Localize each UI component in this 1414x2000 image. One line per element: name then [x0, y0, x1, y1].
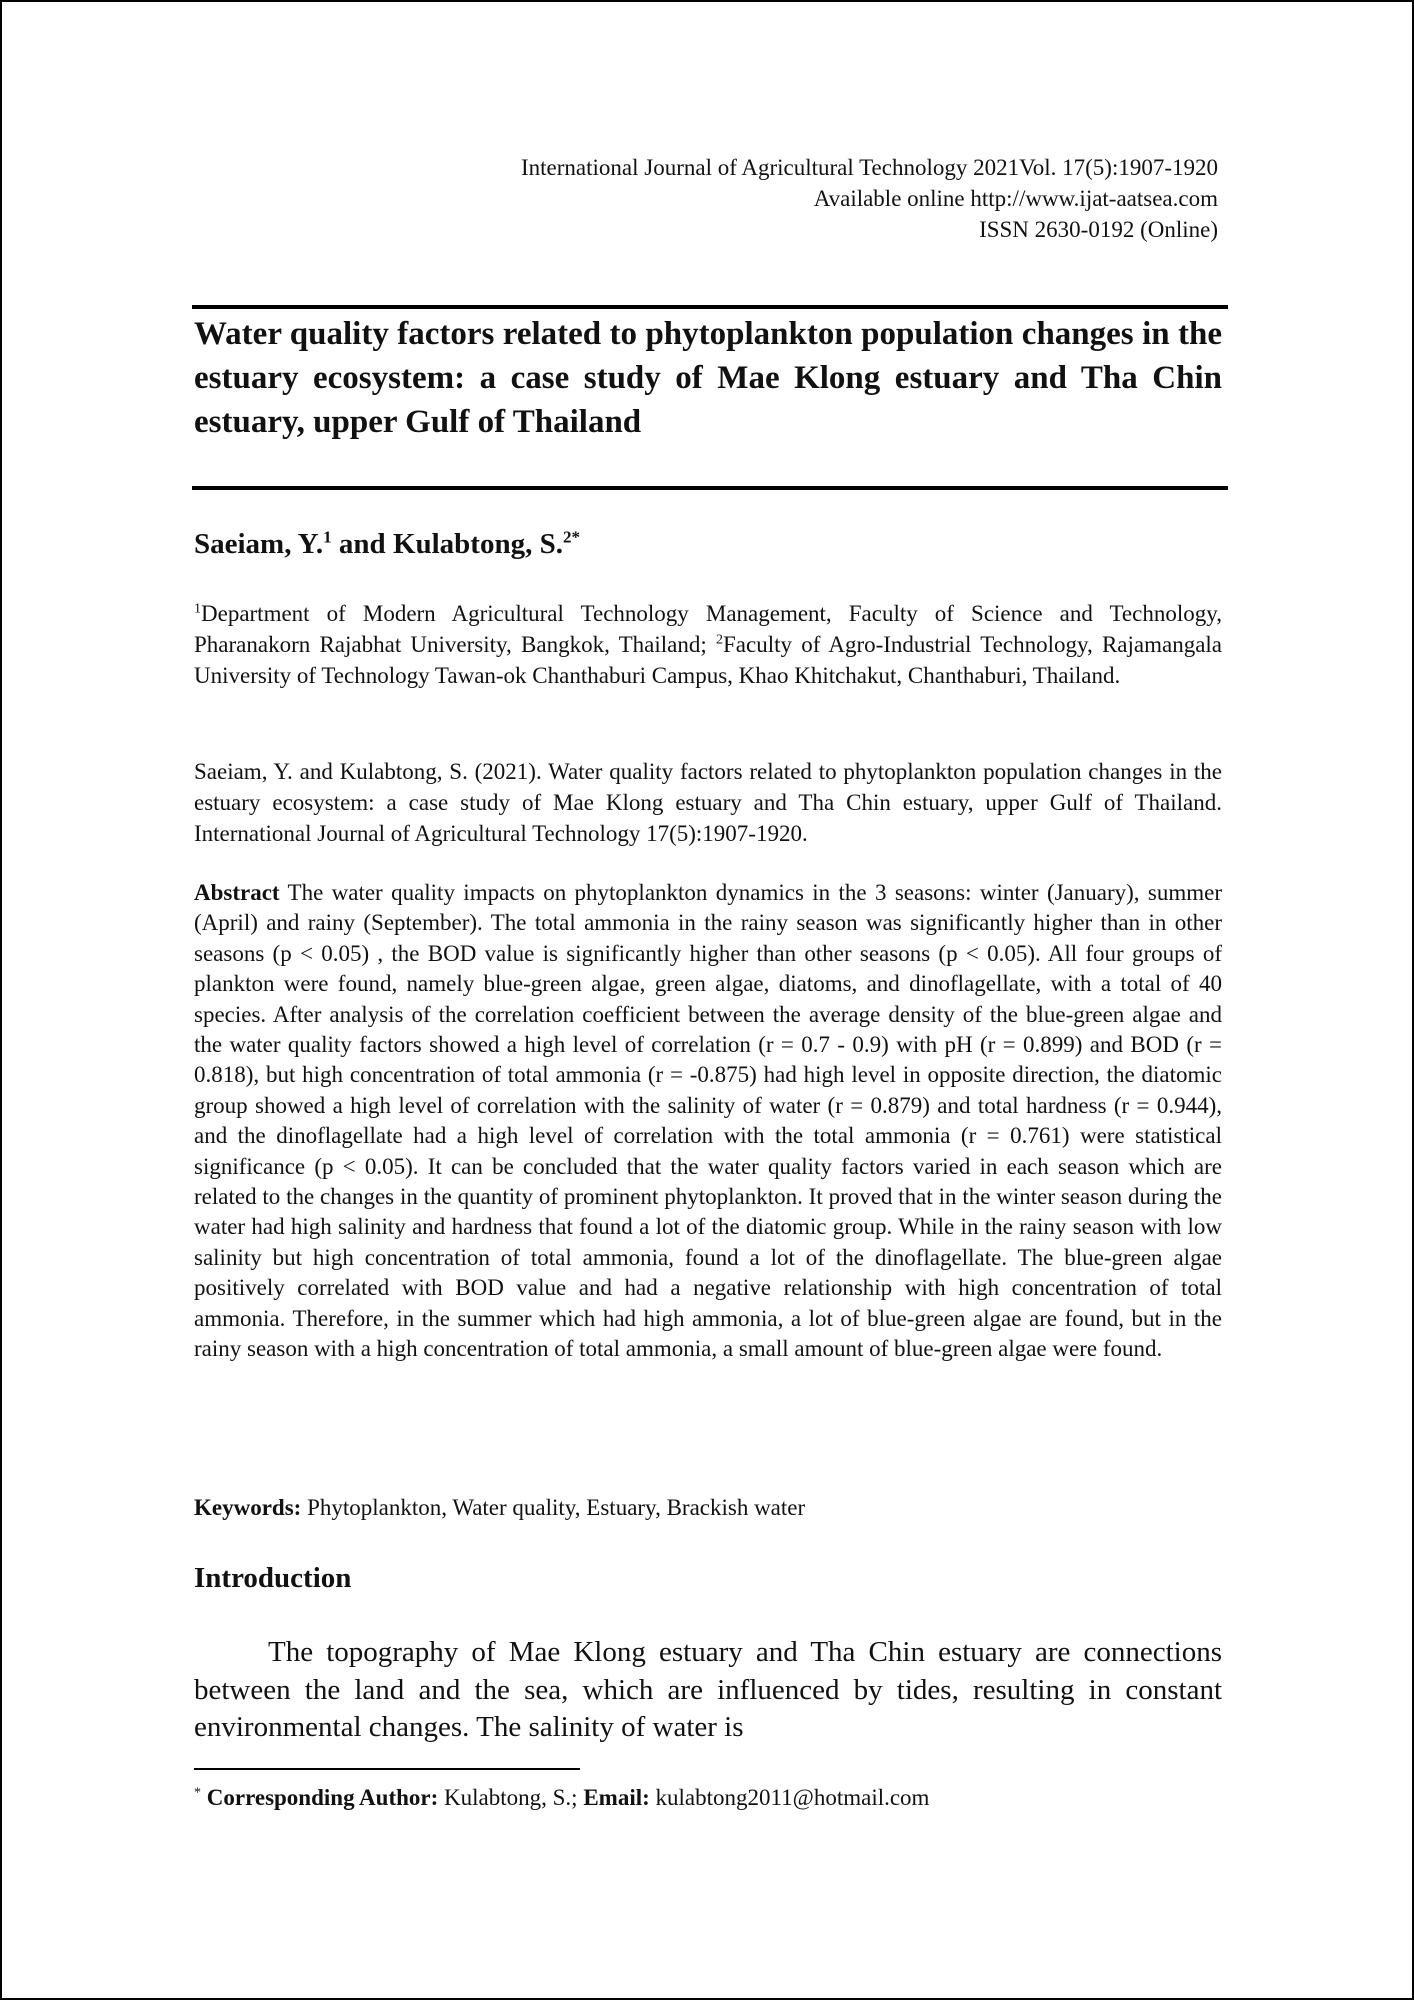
footnote	[194, 1782, 1222, 1813]
journal-line: International Journal of Agricultural Technology 2021Vol. 17(5):1907-1920	[521, 155, 1218, 180]
affiliation-2: Faculty of Agro-Industrial Technology, Rajamangala University of Technology Tawan-ok Chanthaburi Campus, Khao Khitchakut, Chanthaburi, Thailand.	[194, 632, 1223, 688]
footnote-email-label: Email:	[583, 1785, 650, 1810]
affiliation-1: Department of Modern Agricultural Technology Management, Faculty of Science and Technology, Pharanakorn Rajabhat University, Bangkok, Thailand;	[194, 601, 1222, 657]
citation: Saeiam, Y. and Kulabtong, S. (2021). Water quality factors related to phytoplankton population changes in the estuary ecosystem: a case study of Mae Klong estuary and Tha Chin estuary, upper Gulf of Thailand. International Journal of Agricultural Technology 17(5):1907-1920.	[194, 759, 1222, 846]
affiliation-2-mark: 2	[716, 632, 723, 648]
footnote-email-value: kulabtong2011@hotmail.com	[649, 1785, 930, 1810]
footnote-author-value: Kulabtong, S.;	[438, 1785, 584, 1810]
keywords	[194, 1492, 1222, 1523]
title-top-rule	[192, 305, 1228, 309]
title-bottom-rule	[192, 486, 1228, 490]
affiliation-1-mark: 1	[194, 601, 201, 617]
author-conjunction: and	[331, 528, 393, 560]
author-1-mark: 1	[323, 527, 332, 547]
affiliations	[194, 598, 1222, 691]
online-line: Available online http://www.ijat-aatsea.com	[813, 186, 1218, 211]
paper-title: Water quality factors related to phytoplankton population changes in the estuary ecosystem: a case study of Mae Klong estuary and Tha Chin estuary, upper Gulf of Thailand	[194, 316, 1222, 440]
abstract-label: Abstract	[194, 880, 280, 905]
introduction-heading: Introduction	[194, 1562, 352, 1594]
abstract-text: The water quality impacts on phytoplankton dynamics in the 3 seasons: winter (January), summer (April) and rainy (September). The total ammonia in the rainy season was significantly higher than in other seasons (p < 0.05) , the BOD value is significantly higher than other seasons (p < 0.05). All four groups of plankton were found, namely blue-green algae, green algae, diatoms, and dinoflagellate, with a total of 40 species. After analysis of the correlation coefficient between the average density of the blue-green algae and the water quality factors showed a high level of correlation (r = 0.7 - 0.9) with pH (r = 0.899) and BOD (r = 0.818), but high concentration of total ammonia (r = -0.875) had high level in opposite direction, the diatomic group showed a high level of correlation with the salinity of water (r = 0.879) and total hardness (r = 0.944), and the dinoflagellate had a high level of correlation with the total ammonia (r = 0.761) were statistical significance (p < 0.05). It can be concluded that the water quality factors varied in each season which are related to the changes in the quantity of prominent phytoplankton. It proved that in the winter season during the water had high salinity and hardness that found a lot of the diatomic group. While in the rainy season with low salinity but high concentration of total ammonia, found a lot of the dinoflagellate. The blue-green algae positively correlated with BOD value and had a negative relationship with high concentration of total ammonia. Therefore, in the summer which had high ammonia, a lot of blue-green algae are found, but in the rainy season with a high concentration of total ammonia, a small amount of blue-green algae were found.	[194, 880, 1222, 1362]
author-2-mark: 2*	[562, 527, 580, 547]
introduction-text: The topography of Mae Klong estuary and Tha Chin estuary are connections between the land and the sea, which are influenced by tides, resulting in constant environmental changes. The salinity of water is	[194, 1636, 1222, 1743]
author-1: Saeiam, Y.	[194, 528, 324, 560]
keywords-label: Keywords:	[194, 1495, 302, 1520]
author-2: Kulabtong, S.	[392, 528, 563, 560]
footnote-author-label: Corresponding Author:	[206, 1785, 439, 1810]
journal-header	[521, 152, 1218, 245]
keywords-text: Phytoplankton, Water quality, Estuary, Brackish water	[301, 1495, 806, 1520]
footnote-mark: *	[194, 1785, 201, 1801]
abstract	[194, 878, 1222, 1365]
issn-line: ISSN 2630-0192 (Online)	[979, 217, 1218, 242]
author-line	[194, 526, 1222, 562]
footnote-rule	[194, 1768, 580, 1770]
